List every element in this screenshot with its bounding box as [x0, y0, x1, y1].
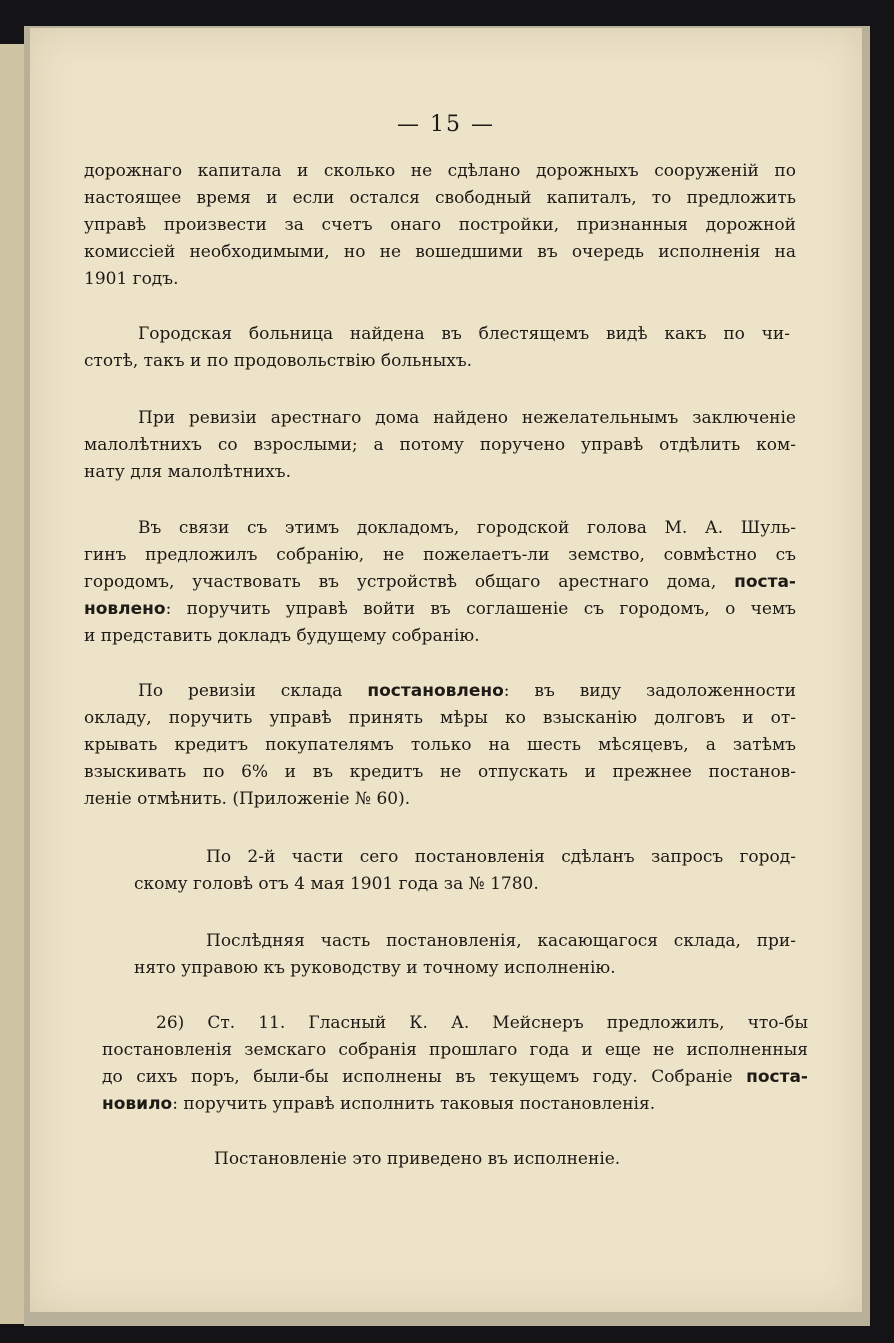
text-line: стотѣ, такъ и по продовольствію больныхъ.: [84, 351, 473, 371]
resolution-keyword: новило: [102, 1094, 173, 1114]
text-line: гинъ предложилъ собранію, не пожелаетъ-ли земство, совмѣстно съ: [84, 545, 796, 565]
text-line: При ревизіи арестнаго дома найдено нежелательнымъ заключеніе: [138, 408, 796, 428]
text-line: крывать кредитъ покупателямъ только на шесть мѣсяцевъ, а затѣмъ: [84, 735, 796, 755]
text-line: малолѣтнихъ со взрослыми; а потому поручено управѣ отдѣлить ком-: [84, 435, 796, 455]
text-line: дорожнаго капитала и сколько не сдѣлано дорожныхъ сооруженій по: [84, 161, 796, 181]
text-line: По ревизіи склада постановлено: въ виду задоложенности: [138, 681, 797, 701]
text-line: Постановленіе это приведено въ исполненіе.: [214, 1149, 621, 1169]
text-line: нату для малолѣтнихъ.: [84, 462, 291, 482]
text-line: Въ связи съ этимъ докладомъ, городской голова М. А. Шуль-: [138, 518, 796, 538]
page-number: — 15 —: [397, 112, 495, 137]
text-line: управѣ произвести за счетъ онаго постройки, признанныя дорожной: [84, 215, 796, 235]
text-line: настоящее время и если остался свободный капиталъ, то предложить: [84, 188, 796, 208]
paragraph-city-head-proposal: [84, 515, 796, 650]
text-line: до сихъ поръ, были-бы исполнены въ текущемъ году. Собраніе поста-: [102, 1067, 808, 1087]
text-line: окладу, поручить управѣ принять мѣры ко взысканію долговъ и от-: [84, 708, 796, 728]
text-line: Послѣдняя часть постановленія, касающагося склада, при-: [206, 931, 796, 951]
paragraph-last-part: [134, 928, 796, 982]
resolution-keyword: поста-: [746, 1067, 808, 1087]
text-line: 1901 годъ.: [84, 269, 179, 289]
text-line: скому головѣ отъ 4 мая 1901 года за № 1780.: [134, 874, 539, 894]
text-line: нято управою къ руководству и точному исполненію.: [134, 958, 616, 978]
text-line: и представить докладъ будущему собранію.: [84, 626, 480, 646]
text-line: Городская больница найдена въ блестящемъ видѣ какъ по чи-: [138, 324, 790, 344]
paragraph-request-city-head: [134, 844, 796, 898]
paragraph-article-26: [102, 1010, 808, 1118]
text-line: городомъ, участвовать въ устройствѣ общаго арестнаго дома, поста-: [84, 572, 796, 592]
paragraph-executed: [214, 1146, 774, 1173]
resolution-keyword: новлено: [84, 599, 166, 619]
paragraph-road-capital: [84, 158, 796, 293]
text-line: новлено: поручить управѣ войти въ соглашеніе съ городомъ, о чемъ: [84, 599, 796, 619]
text-line: взыскивать по 6% и въ кредитъ не отпускать и прежнее постанов-: [84, 762, 796, 782]
text-line: 26) Ст. 11. Гласный К. А. Мейснеръ предложилъ, что-бы: [156, 1013, 808, 1033]
resolution-keyword: поста-: [734, 572, 796, 592]
text-line: По 2-й части сего постановленія сдѣланъ запросъ город-: [206, 847, 796, 867]
page: [30, 28, 862, 1312]
text-line: комиссіей необходимыми, но не вошедшими въ очередь исполненія на: [84, 242, 796, 262]
text-line: постановленія земскаго собранія прошлаго года и еще не исполненныя: [102, 1040, 808, 1060]
paragraph-arrest-house: [84, 405, 796, 486]
paragraph-city-hospital: [84, 321, 790, 375]
paragraph-warehouse-audit: [84, 678, 796, 813]
previous-page-edge: [0, 44, 26, 1324]
text-line: леніе отмѣнить. (Приложеніе № 60).: [84, 789, 411, 809]
resolution-keyword: постановлено: [367, 681, 504, 701]
text-line: новило: поручить управѣ исполнить таковыя постановленія.: [102, 1094, 656, 1114]
